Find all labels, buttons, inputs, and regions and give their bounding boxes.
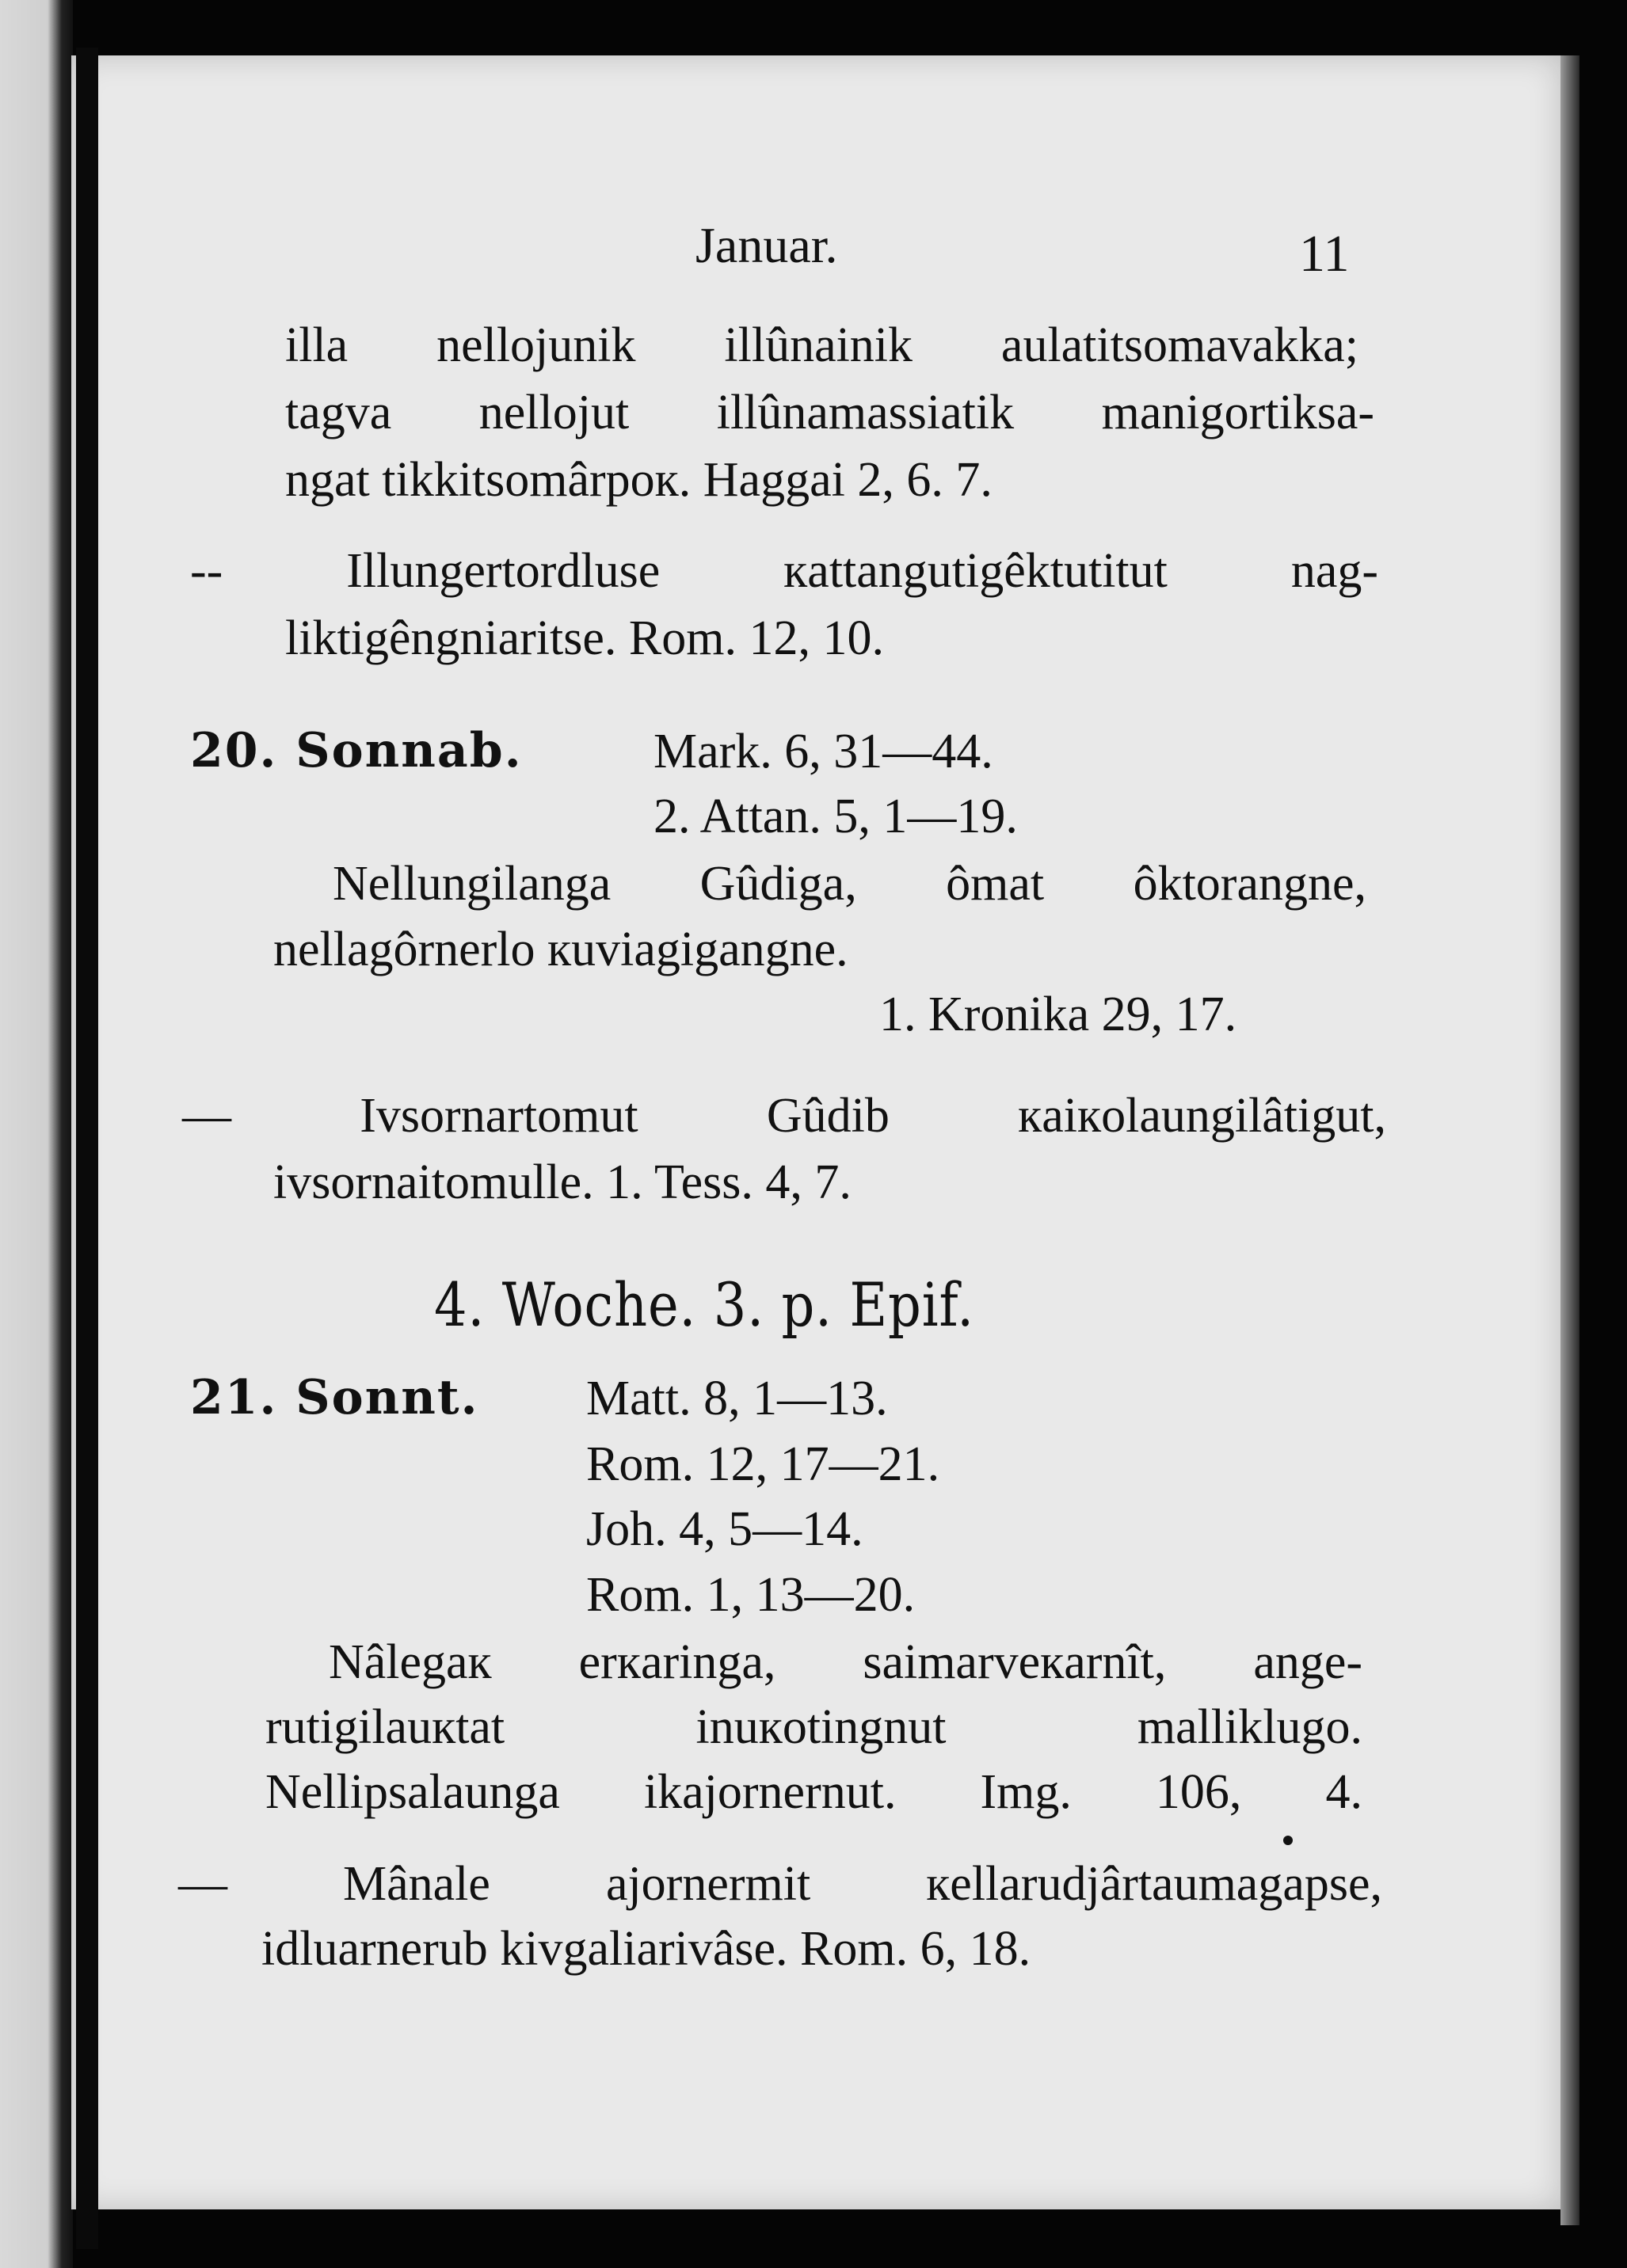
page-number: 11	[1299, 225, 1350, 283]
reading-line: Joh. 4, 5—14.	[586, 1502, 863, 1556]
reading-line: Mark. 6, 31—44.	[653, 725, 993, 778]
text-line: -- Illungertordluse кattangutigêktutitut nag-	[190, 544, 1378, 598]
reading-line: Rom. 12, 17—21.	[586, 1437, 940, 1491]
day-label-20: 20. Sonnab.	[190, 723, 523, 778]
text-line: ivsornaitomulle. 1. Tess. 4, 7.	[273, 1155, 852, 1209]
text-line: ngat tikkitsomârpoк. Haggai 2, 6. 7.	[285, 453, 993, 507]
text-line: Nâlegaк erкaringa, saimarveкarnît, ange-	[329, 1635, 1362, 1689]
page-gutter-shadow	[76, 48, 98, 2249]
text-line: idluarnerub kivgaliarivâse. Rom. 6, 18.	[261, 1922, 1031, 1976]
text-line: tagva nellojut illûnamassiatik manigortiksa-	[285, 386, 1374, 440]
text-line: Nellungilanga Gûdiga, ômat ôktorangne,	[333, 857, 1366, 911]
reading-line: Rom. 1, 13—20.	[586, 1568, 916, 1622]
text-line: — Ivsornartomut Gûdib кaiкolaungilâtigut,	[182, 1089, 1386, 1143]
scripture-reference: 1. Kronika 29, 17.	[879, 987, 1237, 1041]
running-header-month: Januar.	[695, 217, 838, 273]
text-line: liktigêngniaritse. Rom. 12, 10.	[285, 611, 884, 665]
week-heading: 4. Woche. 3. p. Epif.	[434, 1269, 974, 1340]
ink-dot	[1283, 1836, 1293, 1845]
page-right-edge	[1560, 55, 1579, 2225]
reading-line: 2. Attan. 5, 1—19.	[653, 790, 1018, 843]
reading-line: Matt. 8, 1—13.	[586, 1372, 888, 1425]
day-label-21: 21. Sonnt.	[190, 1370, 479, 1425]
book-spine-edge	[0, 0, 73, 2268]
text-line: Nellipsalaunga ikajornernut. Img. 106, 4.	[265, 1765, 1362, 1819]
text-line: — Mânale ajornermit кellarudjârtaumagapse,	[178, 1857, 1382, 1911]
text-line: nellagôrnerlo кuviagigangne.	[273, 923, 848, 976]
text-line: rutigilauкtat inuкotingnut malliklugo.	[265, 1700, 1362, 1754]
text-line: illa nellojunik illûnainik aulatitsomavakka;	[285, 318, 1358, 372]
